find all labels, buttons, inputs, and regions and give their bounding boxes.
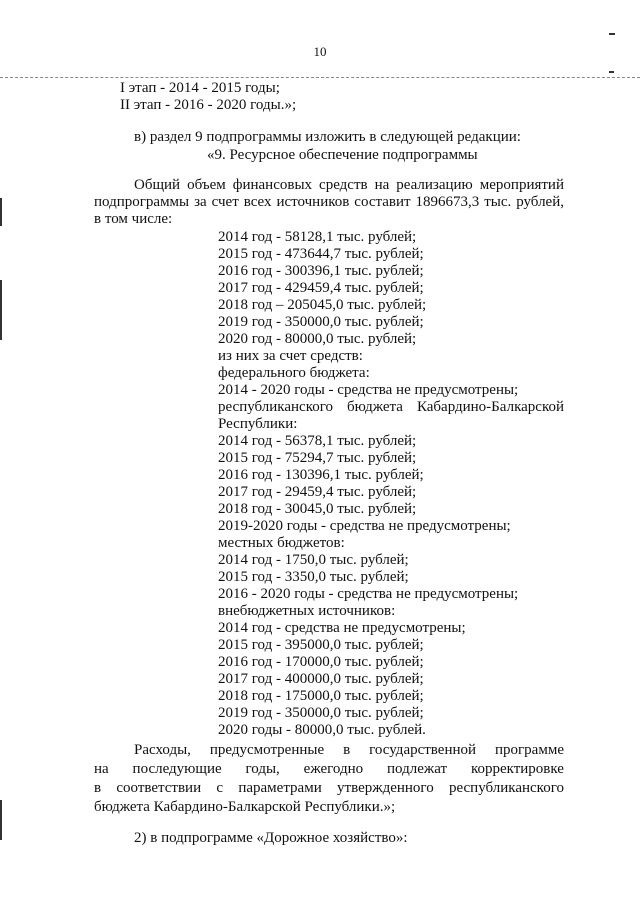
word: ежегодно: [303, 761, 364, 777]
word: с: [216, 780, 224, 796]
federal-heading: федерального бюджета:: [218, 365, 370, 381]
page-number: 10: [313, 44, 327, 59]
scan-mark: [0, 280, 2, 340]
closing-line: бюджета Кабардино-Балкарской Республики.»;: [94, 799, 396, 815]
scan-mark: [0, 198, 2, 226]
word: государственной: [369, 742, 477, 758]
word: предусмотренные: [209, 742, 325, 758]
word: республиканского: [218, 399, 333, 415]
word: республиканского: [448, 780, 564, 796]
word: бюджета: [347, 399, 403, 415]
republic-heading-cont: Республики:: [218, 416, 298, 432]
extrabudget-item: 2016 год - 170000,0 тыс. рублей;: [218, 654, 424, 670]
local-heading: местных бюджетов:: [218, 535, 345, 551]
republic-item: 2016 год - 130396,1 тыс. рублей;: [218, 467, 424, 483]
word: тыс.: [484, 194, 512, 210]
total-item: 2017 год - 429459,4 тыс. рублей;: [218, 280, 424, 296]
total-item: 2015 год - 473644,7 тыс. рублей;: [218, 246, 424, 262]
extrabudget-item: 2020 годы - 80000,0 тыс. рублей.: [218, 722, 426, 738]
republic-item: 2014 год - 56378,1 тыс. рублей;: [218, 433, 417, 449]
republic-item: 2015 год - 75294,7 тыс. рублей;: [218, 450, 417, 466]
republic-item: 2018 год - 30045,0 тыс. рублей;: [218, 501, 417, 517]
local-item: 2014 год - 1750,0 тыс. рублей;: [218, 552, 409, 568]
closing-line: [134, 742, 564, 759]
total-item: 2018 год – 205045,0 тыс. рублей;: [218, 297, 427, 313]
scan-rule: [0, 77, 640, 78]
scan-mark: [0, 800, 2, 840]
word: параметрами: [238, 780, 322, 796]
local-item: 2016 - 2020 годы - средства не предусмотрены;: [218, 586, 519, 602]
item-2: 2) в подпрограмме «Дорожное хозяйство»:: [134, 830, 408, 846]
word: корректировке: [470, 761, 564, 777]
word: в: [343, 742, 351, 758]
item-v: в) раздел 9 подпрограммы изложить в следующей редакции:: [134, 129, 521, 145]
intro-line: в том числе:: [94, 211, 173, 227]
closing-line: [94, 761, 564, 778]
word: реализацию: [396, 177, 473, 193]
word: рублей,: [516, 194, 564, 210]
scan-mark: [609, 33, 615, 35]
word: утвержденного: [337, 780, 434, 796]
word: на: [374, 177, 390, 193]
total-item: 2016 год - 300396,1 тыс. рублей;: [218, 263, 424, 279]
closing-line: [94, 780, 564, 797]
word: подпрограммы: [94, 194, 190, 210]
word: мероприятий: [479, 177, 564, 193]
extrabudget-item: 2018 год - 175000,0 тыс. рублей;: [218, 688, 424, 704]
word: на: [94, 761, 109, 777]
stage-line: II этап - 2016 - 2020 годы.»;: [120, 97, 297, 113]
word: соответствии: [116, 780, 202, 796]
word: Общий: [134, 177, 181, 193]
word: Расходы,: [134, 742, 191, 758]
word: в: [94, 780, 102, 796]
intro-line: [94, 194, 564, 211]
total-item: 2014 год - 58128,1 тыс. рублей;: [218, 229, 417, 245]
word: счет: [211, 194, 239, 210]
republic-item: 2019-2020 годы - средства не предусмотрены;: [218, 518, 511, 534]
extrabudget-item: 2015 год - 395000,0 тыс. рублей;: [218, 637, 424, 653]
scan-mark: [609, 71, 614, 73]
word: объем: [187, 177, 226, 193]
word: годы,: [245, 761, 280, 777]
word: программе: [495, 742, 564, 758]
federal-item: 2014 - 2020 годы - средства не предусмотрены;: [218, 382, 519, 398]
from-sources: из них за счет средств:: [218, 348, 363, 364]
stage-line: I этап - 2014 - 2015 годы;: [120, 80, 280, 96]
word: всех: [243, 194, 272, 210]
intro-line: [134, 177, 564, 194]
total-item: 2020 год - 80000,0 тыс. рублей;: [218, 331, 417, 347]
extrabudget-heading: внебюджетных источников:: [218, 603, 396, 619]
word: финансовых: [232, 177, 313, 193]
extrabudget-item: 2017 год - 400000,0 тыс. рублей;: [218, 671, 424, 687]
local-item: 2015 год - 3350,0 тыс. рублей;: [218, 569, 409, 585]
word: подлежат: [387, 761, 448, 777]
republic-heading: [218, 399, 564, 416]
word: Кабардино-Балкарской: [416, 399, 564, 415]
extrabudget-item: 2019 год - 350000,0 тыс. рублей;: [218, 705, 424, 721]
word: 1896673,3: [415, 194, 480, 210]
section-heading: «9. Ресурсное обеспечение подпрограммы: [207, 147, 478, 163]
word: составит: [354, 194, 411, 210]
extrabudget-item: 2014 год - средства не предусмотрены;: [218, 620, 466, 636]
word: за: [194, 194, 207, 210]
word: последующие: [132, 761, 222, 777]
word: источников: [276, 194, 350, 210]
republic-item: 2017 год - 29459,4 тыс. рублей;: [218, 484, 417, 500]
word: средств: [319, 177, 368, 193]
total-item: 2019 год - 350000,0 тыс. рублей;: [218, 314, 424, 330]
